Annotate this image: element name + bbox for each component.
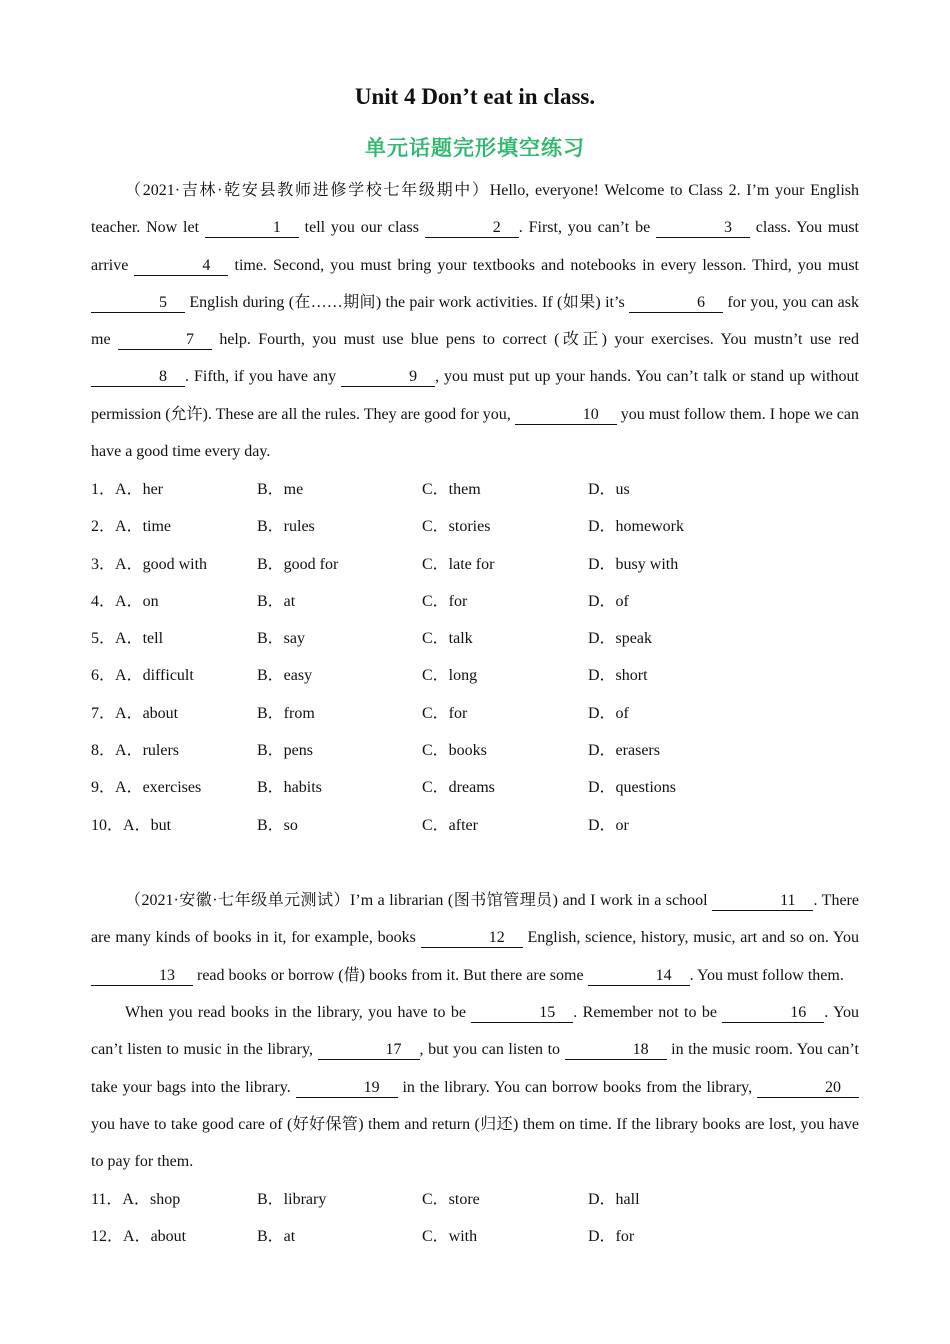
page-subtitle: 单元话题完形填空练习 (365, 136, 585, 160)
option-d[interactable]: D．for (588, 1228, 635, 1246)
option-d[interactable]: D．erasers (588, 742, 660, 760)
blank-17: 17 (318, 1041, 420, 1060)
passage-2-source: （2021·安徽·七年级单元测试） (125, 892, 351, 909)
passage-2: （2021·安徽·七年级单元测试）I’m a librarian (图书馆管理员) and I work in a school 11 . There are many kinds of books in it, for example, books 12 English, science, history, music, art and so on. You 13 read books or borrow (借) books from it. But there are some 14 . You must follow them. (91, 892, 860, 984)
blank-18: 18 (565, 1041, 667, 1060)
option-c[interactable]: C．store (422, 1191, 480, 1208)
option-a[interactable]: A．about (115, 704, 179, 722)
option-d[interactable]: D．of (588, 592, 629, 610)
option-c[interactable]: C．with (422, 1228, 478, 1246)
blank-2: 2 (425, 219, 519, 238)
option-b[interactable]: B．rules (257, 518, 315, 536)
question-row: 8．A．rulers B．pens C．books D．erasers (91, 732, 859, 769)
option-a[interactable]: A．difficult (115, 667, 194, 685)
blank-8: 8 (91, 368, 185, 387)
page-title: Unit 4 Don’t eat in class. (354, 84, 596, 109)
option-a[interactable]: A．on (115, 592, 159, 610)
question-row: 11．A．shop B．library C．store D．hall (91, 1181, 859, 1218)
option-a[interactable]: A．tell (115, 630, 164, 648)
question-row: 5．A．tell B．say C．talk D．speak (91, 620, 859, 657)
option-a[interactable]: A．about (123, 1228, 187, 1246)
blank-3: 3 (656, 219, 750, 238)
option-a[interactable]: A．time (115, 518, 172, 536)
blank-7: 7 (118, 331, 212, 350)
option-c[interactable]: C．stories (422, 518, 491, 536)
option-d[interactable]: D．short (588, 667, 648, 685)
blank-19: 19 (296, 1079, 398, 1098)
option-b[interactable]: B．from (257, 704, 315, 722)
blank-14: 14 (588, 967, 690, 986)
passage-1-source: （2021·吉林·乾安县教师进修学校七年级期中） (125, 182, 490, 199)
option-d[interactable]: D．homework (588, 518, 684, 536)
blank-13: 13 (91, 967, 193, 986)
blank-16: 16 (722, 1004, 824, 1023)
option-b[interactable]: B．easy (257, 667, 313, 685)
blank-15: 15 (471, 1004, 573, 1023)
question-row: 10．A．but B．so C．after D．or (91, 807, 859, 844)
option-a[interactable]: A．good with (115, 555, 208, 573)
option-d[interactable]: D．busy with (588, 555, 679, 573)
option-b[interactable]: B．so (257, 816, 298, 834)
option-b[interactable]: B．habits (257, 779, 322, 797)
option-a[interactable]: A．but (123, 816, 172, 834)
option-a[interactable]: A．shop (122, 1191, 181, 1208)
passage-3: When you read books in the library, you have to be 15 . Remember not to be 16 . You can’t listen to music in the library, 17 , but you can listen to 18 in the music room. You can’t take your bags into the library. 19 in the library. You can borrow books from the library, 20 you have to take good care of (好好保管) them and return (归还) them on time. If the library books are lost, you have to pay for them. (91, 1004, 860, 1171)
option-c[interactable]: C．them (422, 481, 481, 498)
question-row: 6．A．difficult B．easy C．long D．short (91, 657, 859, 694)
option-b[interactable]: B．me (257, 481, 304, 498)
option-b[interactable]: B．at (257, 1228, 296, 1246)
question-row: 1．A．her B．me C．them D．us (91, 471, 859, 508)
option-a[interactable]: A．exercises (115, 779, 202, 797)
blank-10: 10 (515, 406, 617, 425)
passage-1: （2021·吉林·乾安县教师进修学校七年级期中）Hello, everyone! Welcome to Class 2. I’m your English teacher. Now let 1 tell you our class 2 . First, you can’t be 3 class. You must arrive 4 time. Second, you must bring your textbooks and notebooks in every lesson. Third, you must 5 English during (在……期间) the pair work activities. If (如果) it’s 6 for you, you can ask me 7 help. Fourth, you must use blue pens to correct (改正) your exercises. You mustn’t use red 8 . Fifth, if you have any 9 , you must put up your hands. You can’t talk or stand up without permission (允许). These are all the rules. They are good for you, 10 you must follow them. I hope we can have a good time every day. (91, 182, 860, 461)
option-a[interactable]: A．her (115, 481, 164, 498)
question-row: 2．A．time B．rules C．stories D．homework (91, 508, 859, 545)
option-c[interactable]: C．for (422, 592, 468, 610)
option-d[interactable]: D．speak (588, 630, 652, 648)
option-d[interactable]: D．of (588, 704, 629, 722)
blank-20: 20 (757, 1079, 859, 1098)
blank-11: 11 (712, 892, 813, 911)
option-c[interactable]: C．books (422, 742, 487, 760)
option-c[interactable]: C．late for (422, 555, 495, 573)
option-c[interactable]: C．for (422, 704, 468, 722)
option-c[interactable]: C．dreams (422, 779, 495, 797)
option-b[interactable]: B．at (257, 592, 296, 610)
option-d[interactable]: D．hall (588, 1191, 640, 1208)
question-row: 3．A．good with B．good for C．late for D．busy with (91, 546, 859, 583)
option-c[interactable]: C．long (422, 667, 478, 685)
option-a[interactable]: A．rulers (115, 742, 180, 760)
question-row: 9．A．exercises B．habits C．dreams D．questions (91, 769, 859, 806)
blank-12: 12 (421, 929, 523, 948)
option-b[interactable]: B．library (257, 1191, 327, 1208)
option-d[interactable]: D．or (588, 816, 629, 834)
blank-9: 9 (341, 368, 435, 387)
option-c[interactable]: C．talk (422, 630, 473, 648)
option-d[interactable]: D．questions (588, 779, 677, 797)
option-c[interactable]: C．after (422, 816, 478, 834)
option-d[interactable]: D．us (588, 481, 630, 498)
question-row: 7．A．about B．from C．for D．of (91, 695, 859, 732)
question-row: 12．A．about B．at C．with D．for (91, 1218, 859, 1255)
blank-5: 5 (91, 294, 185, 313)
question-list-1 (91, 471, 859, 844)
blank-1: 1 (205, 219, 299, 238)
option-b[interactable]: B．say (257, 630, 306, 648)
option-b[interactable]: B．pens (257, 742, 314, 760)
blank-6: 6 (629, 294, 723, 313)
question-list-2 (91, 1181, 859, 1256)
option-b[interactable]: B．good for (257, 555, 339, 573)
blank-4: 4 (134, 257, 228, 276)
question-row: 4．A．on B．at C．for D．of (91, 583, 859, 620)
